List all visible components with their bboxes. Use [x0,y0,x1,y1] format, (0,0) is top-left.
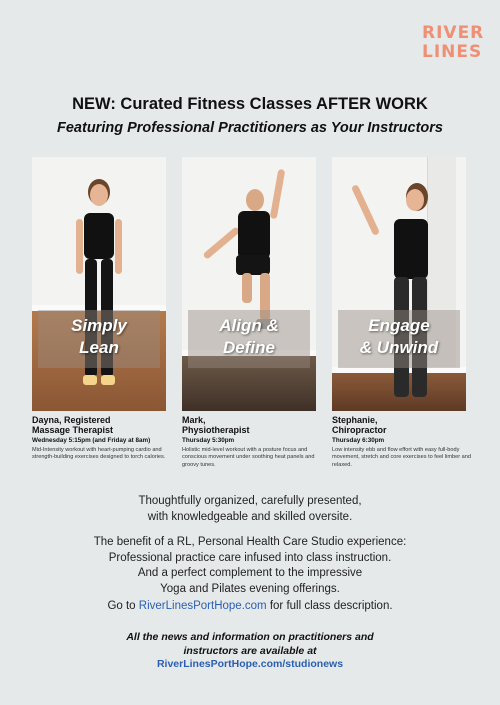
class-time: Thursday 5:30pm [182,437,235,444]
intro-paragraph: Thoughtfully organized, carefully presented, with knowledgeable and skilled oversite. [138,495,362,523]
class-caption-dayna [32,415,174,462]
logo-line-2: LINES [422,42,483,62]
logo-line-1: RIVER [422,23,485,43]
instructor-name: Dayna, Registered Massage Therapist [32,415,114,435]
subheadline: Featuring Professional Practitioners as Your Instructors [57,120,443,136]
class-title: Engage & Unwind [359,316,439,357]
class-title: Align & Define [219,316,279,357]
class-description: Holistic mid-level workout with a posture focus and conscious movement under soothing heat panels and groovy tunes. [182,447,315,468]
class-time: Thursday 6:30pm [332,437,385,444]
class-caption-stephanie [332,415,474,469]
website-paragraph: Go to RiverLinesPortHope.com for full class description. [107,600,393,612]
class-caption-mark [182,415,324,469]
benefit-paragraph: The benefit of a RL, Personal Health Care Studio experience: Professional practice care infused into class instruction. And a perfect complement to the impressive Yoga and Pilates evening offerings. [93,536,407,595]
website-link[interactable]: RiverLinesPortHope.com [138,600,267,612]
instructor-figure [74,179,124,404]
class-photo-simply-lean [32,157,166,411]
instructor-name: Stephanie, Chiropractor [332,415,387,435]
class-description: Mid-Intensity workout with heart-pumping cardio and strength-building exercises designed to torch calories. [32,447,166,461]
news-note: All the news and information on practitioners and instructors are available at [126,631,374,657]
class-time: Wednesday 5:15pm (and Friday at 8am) [32,437,151,444]
class-photo-align-define [182,157,316,411]
instructor-name: Mark, Physiotherapist [182,415,250,435]
river-lines-logo [422,23,485,62]
class-photo-engage-unwind [332,157,466,411]
instructor-figure [354,183,444,408]
headline: NEW: Curated Fitness Classes AFTER WORK [72,95,428,113]
class-description: Low intensity ebb and flow effort with easy full-body movement, stretch and core exercises to feel limber and relaxed. [332,447,471,468]
studionews-link[interactable]: RiverLinesPortHope.com/studionews [156,658,344,670]
class-title: Simply Lean [71,316,127,357]
